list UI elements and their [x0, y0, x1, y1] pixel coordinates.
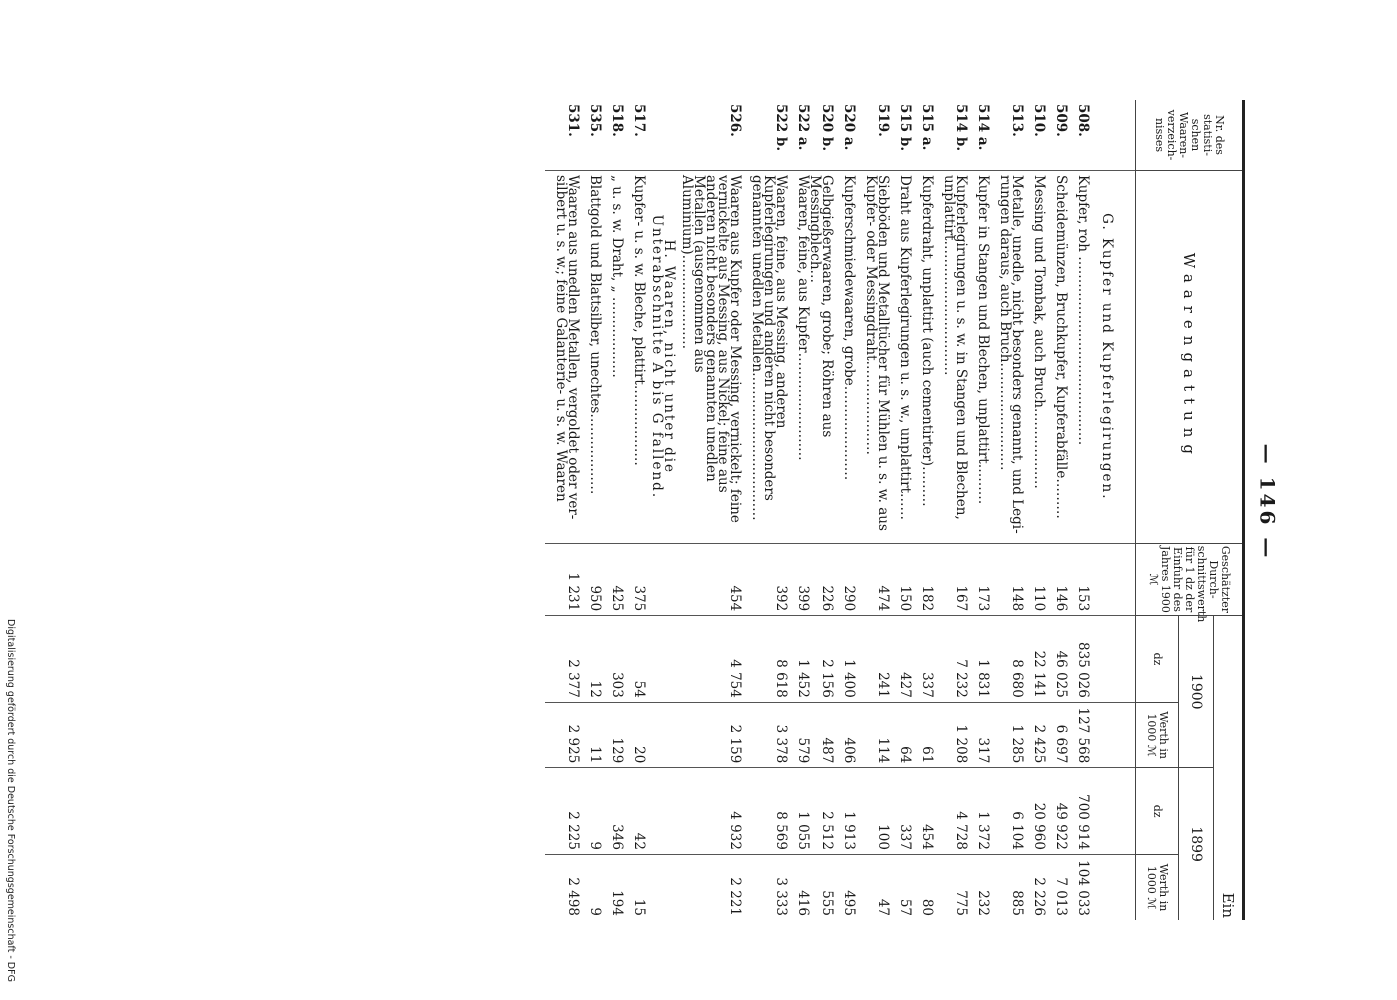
- row-quantity-1899: 4 728: [933, 768, 967, 855]
- row-name: Blattgold und Blattsilber, unechtes………………: [579, 171, 601, 544]
- row-name: Kupferdraht, unplattirt (auch cementirter)………: [911, 171, 933, 544]
- table-row: [833, 100, 855, 920]
- row-value-1899: 775: [953, 890, 969, 916]
- row-value-1899: 47: [875, 898, 891, 916]
- row-value-1899: 7 013: [1053, 877, 1069, 916]
- row-nr: 514 a.: [967, 100, 989, 171]
- row-nr: 535.: [579, 100, 601, 171]
- row-quantity-1900: 46 025: [1045, 616, 1067, 703]
- row-nr: 522 b.: [741, 100, 787, 171]
- digitization-note: [0, 600, 20, 1000]
- row-value-1900: 20: [623, 702, 645, 767]
- row-value-1899: 495: [841, 890, 857, 916]
- row-value-1899: 9: [587, 907, 603, 916]
- digitization-note-text: Digitalisierung gefördert durch die Deutsche Forschungsgemeinschaft - DFG: [4, 618, 16, 982]
- rotated-table-wrapper: [410, 100, 1245, 920]
- row-nr: 508.: [1067, 100, 1089, 171]
- row-value-1899: 416: [795, 890, 811, 916]
- row-name: Scheidemünzen, Bruchkupfer, Kupferabfälle………: [1045, 171, 1067, 544]
- row-value-1899: 2 221: [727, 877, 743, 916]
- header-group: Ein: [1214, 616, 1244, 920]
- row-value-1899: 885: [1009, 890, 1025, 916]
- row-value-1899: 57: [897, 898, 913, 916]
- row-avg-value: 148: [989, 543, 1023, 616]
- row-quantity-1899: 9: [579, 768, 601, 855]
- table-row: [787, 100, 809, 920]
- table-body: [545, 100, 1136, 920]
- row-quantity-1899: 4 932: [681, 768, 741, 855]
- row-nr: 520 a.: [833, 100, 855, 171]
- row-name: Waaren, feine, aus Messing, anderen Kupferlegirungen und anderen nicht besonders genannten unedlen Metallen……………………………: [741, 171, 787, 544]
- section-title-g: G. Kupfer und Kupferlegirungen.: [1089, 171, 1136, 544]
- row-quantity-1900: 12: [579, 616, 601, 703]
- header-dz-1900: dz: [1136, 616, 1179, 703]
- row-quantity-1899: 8 569: [741, 768, 787, 855]
- row-value-1900: 1 285: [989, 702, 1023, 767]
- row-name: Kupfer- u. s. w. Bleche, plattirt………………: [623, 171, 645, 544]
- row-nr: 510.: [1023, 100, 1045, 171]
- row-value-1899: 3 333: [773, 877, 789, 916]
- row-name: Metalle, unedle, nicht besonders genannt, und Legirungen daraus, auch Bruch……………………: [989, 171, 1023, 544]
- row-value-1900: 61: [911, 702, 933, 767]
- row-quantity-1899: 1 055: [787, 768, 809, 855]
- table-row: [681, 100, 741, 920]
- row-quantity-1899: 20 960: [1023, 768, 1045, 855]
- row-value-1900: 129: [601, 702, 623, 767]
- row-avg-value: 110: [1023, 543, 1045, 616]
- table-row: [809, 100, 833, 920]
- table-row: [889, 100, 911, 920]
- row-quantity-1900: 22 141: [1023, 616, 1045, 703]
- row-avg-value: 167: [933, 543, 967, 616]
- row-quantity-1899: 42: [623, 768, 645, 855]
- row-quantity-1899: 700 914: [1067, 768, 1089, 855]
- row-quantity-1900: 337: [911, 616, 933, 703]
- row-quantity-1900: 1 452: [787, 616, 809, 703]
- table-row: [967, 100, 989, 920]
- row-name: Kupfer, roh ……………………………………: [1067, 171, 1089, 544]
- row-name: Gelbgießerwaaren, grobe; Röhren aus Messingblech…: [809, 171, 833, 544]
- row-name: Waaren aus Kupfer oder Messing, vernickelt; feine vernickelte aus Messing, aus Nickel; feine aus anderen nicht besonders genannten unedlen Metallen (ausgenommen aus Aluminium)…………………: [681, 171, 741, 544]
- row-quantity-1899: 100: [855, 768, 889, 855]
- row-quantity-1900: 835 026: [1067, 616, 1089, 703]
- header-year-1900: 1900: [1179, 616, 1214, 768]
- row-avg-value: 425: [601, 543, 623, 616]
- row-value-1900: 579: [787, 702, 809, 767]
- row-value-1900: 11: [579, 702, 601, 767]
- row-value-1900: 317: [967, 702, 989, 767]
- row-avg-value: 150: [889, 543, 911, 616]
- row-name: Kupferlegirungen u. s. w. in Stangen und Blechen, unplattirt…………………………: [933, 171, 967, 544]
- row-name: „ u. s. w. Draht, „ ………………: [601, 171, 623, 544]
- row-quantity-1900: 1 831: [967, 616, 989, 703]
- header-value-1900: Werth in 1000 ℳ: [1136, 702, 1179, 767]
- row-value-1900: 64: [889, 702, 911, 767]
- row-quantity-1900: 7 232: [933, 616, 967, 703]
- table-row: [933, 100, 967, 920]
- row-quantity-1900: 1 400: [833, 616, 855, 703]
- row-quantity-1899: 337: [889, 768, 911, 855]
- row-avg-value: 173: [967, 543, 989, 616]
- row-quantity-1899: 6 104: [989, 768, 1023, 855]
- row-value-1899: 232: [975, 890, 991, 916]
- row-avg-value: 454: [681, 543, 741, 616]
- row-value-1900: 3 378: [741, 702, 787, 767]
- table-row: [1067, 100, 1089, 920]
- table-row: [623, 100, 645, 920]
- row-name: Draht aus Kupferlegirungen u. s. w., unplattirt……: [889, 171, 911, 544]
- table-row: [741, 100, 787, 920]
- row-name: Kupferschmiedewaaren, grobe…………………: [833, 171, 855, 544]
- row-value-1899: 2 498: [565, 877, 581, 916]
- row-avg-value: 153: [1067, 543, 1089, 616]
- row-name: Waaren aus unedlen Metallen, vergoldet oder versilbert u. s. w.; feine Galanterie- u. s. w. Waaren: [545, 171, 579, 544]
- table-row: [579, 100, 601, 920]
- row-nr: 531.: [545, 100, 579, 171]
- table-row: [911, 100, 933, 920]
- row-name: Waaren, feine, aus Kupfer……………………: [787, 171, 809, 544]
- table-header: [1136, 100, 1244, 920]
- row-quantity-1899: 1 372: [967, 768, 989, 855]
- row-avg-value: 1 231: [545, 543, 579, 616]
- section-title-h: H. Waaren, nicht unter die Unterabschnitte A bis G fallend.: [645, 171, 681, 544]
- row-nr: 513.: [989, 100, 1023, 171]
- row-quantity-1900: 8 618: [741, 616, 787, 703]
- row-value-1899: 555: [819, 890, 835, 916]
- header-nr: Nr. des statistischen Waarenverzeichnisses: [1136, 100, 1244, 171]
- row-quantity-1899: 2 512: [809, 768, 833, 855]
- row-quantity-1899: 49 922: [1045, 768, 1067, 855]
- row-value-1899: 194: [609, 890, 625, 916]
- row-name: Siebböden und Metalltücher für Mühlen u. s. w. aus Kupfer- oder Messingdraht…………………: [855, 171, 889, 544]
- header-avg: Geschätzter Durchschnittswerth für 1 dz der Einfuhr des Jahres 1900 ℳ: [1136, 543, 1244, 616]
- row-value-1899: 2 226: [1031, 877, 1047, 916]
- row-value-1900: 487: [809, 702, 833, 767]
- row-value-1900: 2 425: [1023, 702, 1045, 767]
- header-year-1899: 1899: [1179, 768, 1214, 920]
- row-avg-value: 392: [741, 543, 787, 616]
- row-quantity-1899: 346: [601, 768, 623, 855]
- row-avg-value: 474: [855, 543, 889, 616]
- row-quantity-1900: 303: [601, 616, 623, 703]
- row-quantity-1899: 2 225: [545, 768, 579, 855]
- row-nr: 514 b.: [933, 100, 967, 171]
- row-nr: 509.: [1045, 100, 1067, 171]
- row-nr: 515 b.: [889, 100, 911, 171]
- row-quantity-1899: 454: [911, 768, 933, 855]
- row-nr: 520 b.: [809, 100, 833, 171]
- table-row: [545, 100, 579, 920]
- row-avg-value: 146: [1045, 543, 1067, 616]
- table-row: [601, 100, 623, 920]
- row-value-1900: 127 568: [1067, 702, 1089, 767]
- row-quantity-1900: 427: [889, 616, 911, 703]
- row-nr: 526.: [681, 100, 741, 171]
- table-row: [1023, 100, 1045, 920]
- table-row: [989, 100, 1023, 920]
- row-nr: 522 a.: [787, 100, 809, 171]
- section-row-h: [645, 100, 681, 920]
- section-row-g: [1089, 100, 1136, 920]
- row-value-1899: 80: [919, 898, 935, 916]
- row-value-1900: 114: [855, 702, 889, 767]
- row-quantity-1900: 241: [855, 616, 889, 703]
- row-nr: 518.: [601, 100, 623, 171]
- table-row: [1045, 100, 1067, 920]
- row-quantity-1900: 2 377: [545, 616, 579, 703]
- page-number-text: — 146 —: [1255, 443, 1279, 561]
- header-name: Waarengattung: [1136, 171, 1244, 544]
- row-quantity-1900: 4 754: [681, 616, 741, 703]
- row-quantity-1900: 54: [623, 616, 645, 703]
- row-nr: 517.: [623, 100, 645, 171]
- row-value-1900: 406: [833, 702, 855, 767]
- row-value-1899: 15: [631, 898, 647, 916]
- row-avg-value: 182: [911, 543, 933, 616]
- row-quantity-1899: 1 913: [833, 768, 855, 855]
- header-dz-1899: dz: [1136, 768, 1179, 855]
- row-avg-value: 375: [623, 543, 645, 616]
- row-value-1900: 2 159: [681, 702, 741, 767]
- row-nr: 519.: [855, 100, 889, 171]
- row-quantity-1900: 2 156: [809, 616, 833, 703]
- header-value-1899: Werth in 1000 ℳ: [1136, 854, 1179, 920]
- row-name: Messing und Tombak, auch Bruch………………: [1023, 171, 1045, 544]
- row-value-1900: 1 208: [933, 702, 967, 767]
- row-value-1899: 104 033: [1075, 860, 1091, 916]
- row-value-1900: 2 925: [545, 702, 579, 767]
- row-avg-value: 950: [579, 543, 601, 616]
- row-name: Kupfer in Stangen und Blechen, unplattirt………: [967, 171, 989, 544]
- row-avg-value: 226: [809, 543, 833, 616]
- row-value-1900: 6 697: [1045, 702, 1067, 767]
- row-nr: 515 a.: [911, 100, 933, 171]
- row-quantity-1900: 8 680: [989, 616, 1023, 703]
- row-avg-value: 399: [787, 543, 809, 616]
- table-row: [855, 100, 889, 920]
- row-avg-value: 290: [833, 543, 855, 616]
- import-statistics-table: [545, 100, 1245, 920]
